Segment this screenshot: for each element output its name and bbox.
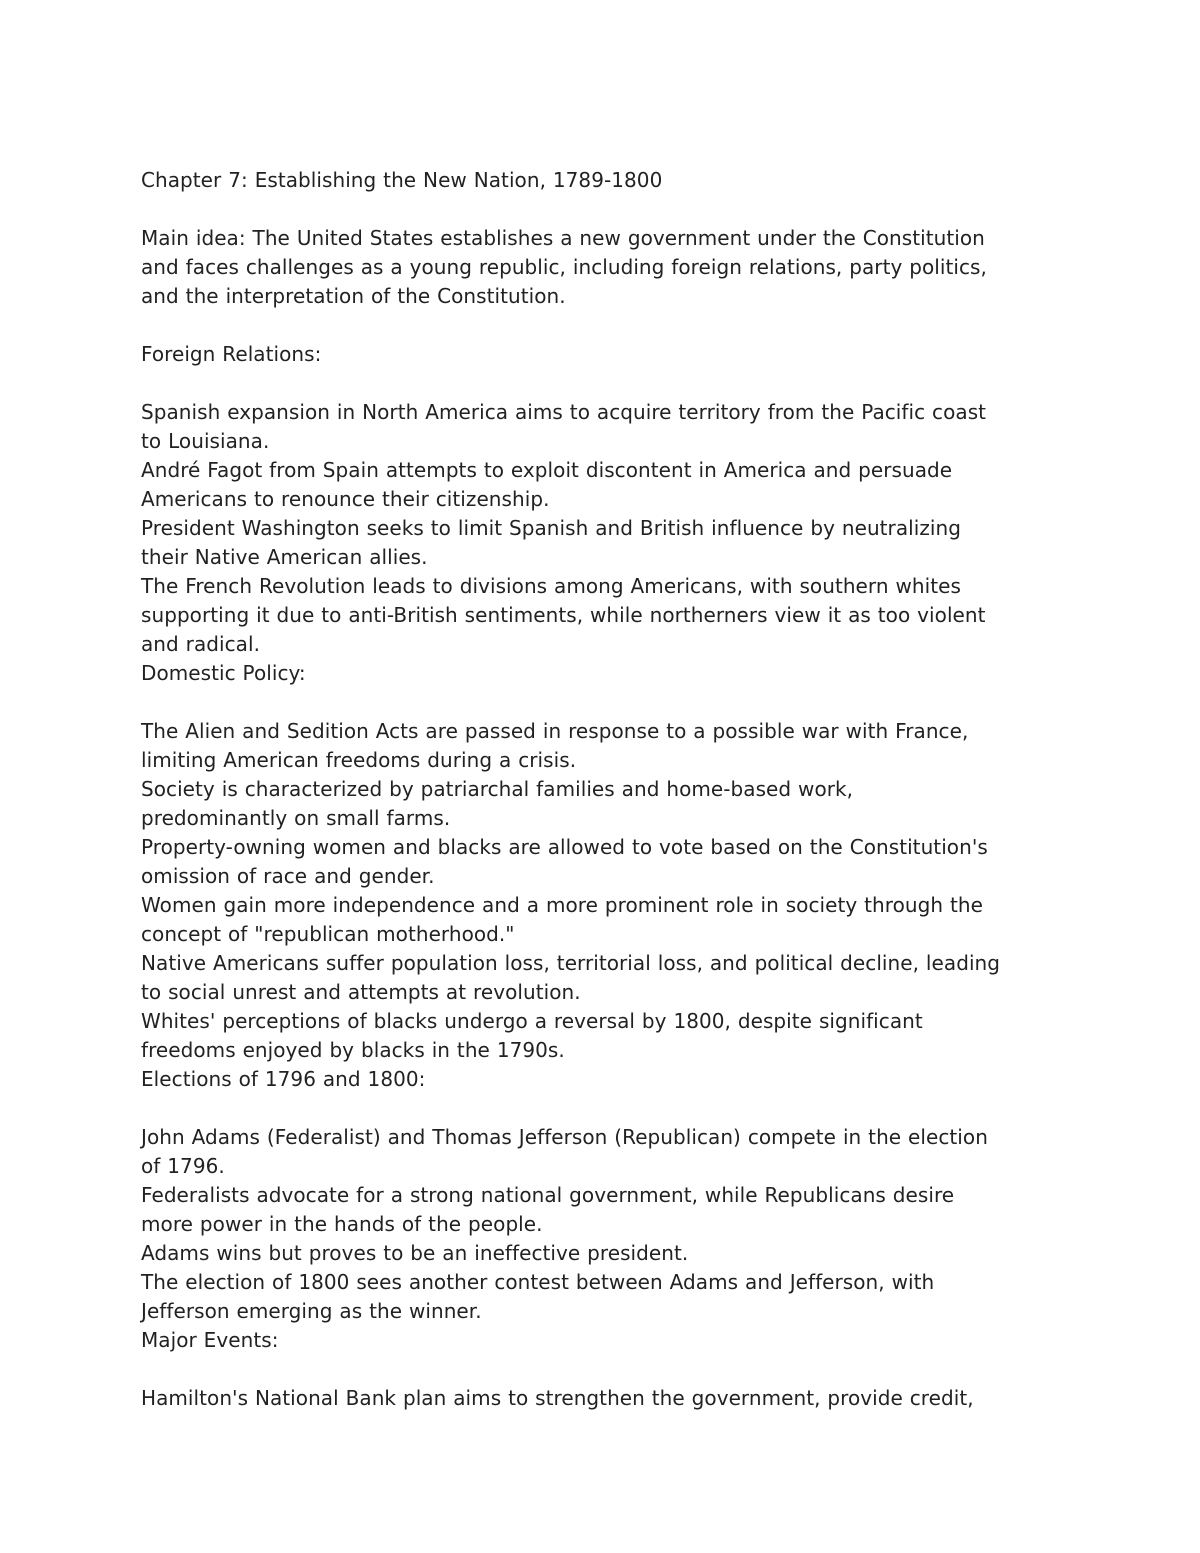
paragraph-line: concept of "republican motherhood." <box>141 922 515 946</box>
main-idea-line: Main idea: The United States establishes a new government under the Constitution <box>141 226 985 250</box>
paragraph-line: Americans to renounce their citizenship. <box>141 487 550 511</box>
blank-line <box>141 369 1071 398</box>
paragraph-line: freedoms enjoyed by blacks in the 1790s. <box>141 1038 565 1062</box>
paragraph-line: Spanish expansion in North America aims to acquire territory from the Pacific coast <box>141 400 987 424</box>
paragraph-line: John Adams (Federalist) and Thomas Jefferson (Republican) compete in the election <box>141 1125 988 1149</box>
section-heading-elections: Elections of 1796 and 1800: <box>141 1067 426 1091</box>
paragraph-line: The Alien and Sedition Acts are passed in response to a possible war with France, <box>141 719 969 743</box>
paragraph-line: omission of race and gender. <box>141 864 435 888</box>
paragraph-line: Federalists advocate for a strong national government, while Republicans desire <box>141 1183 955 1207</box>
paragraph-line: to social unrest and attempts at revolution. <box>141 980 581 1004</box>
document-body <box>141 166 1071 1413</box>
paragraph-line: The election of 1800 sees another contest between Adams and Jefferson, with <box>141 1270 935 1294</box>
paragraph-line: of 1796. <box>141 1154 225 1178</box>
blank-line <box>141 195 1071 224</box>
paragraph-line: more power in the hands of the people. <box>141 1212 543 1236</box>
blank-line <box>141 1094 1071 1123</box>
section-heading-foreign-relations: Foreign Relations: <box>141 342 322 366</box>
blank-line <box>141 1355 1071 1384</box>
section-heading-domestic-policy: Domestic Policy: <box>141 661 306 685</box>
section-heading-major-events: Major Events: <box>141 1328 279 1352</box>
paragraph-line: Property-owning women and blacks are allowed to vote based on the Constitution's <box>141 835 988 859</box>
paragraph-line: President Washington seeks to limit Spanish and British influence by neutralizing <box>141 516 961 540</box>
main-idea-line: and the interpretation of the Constitution. <box>141 284 566 308</box>
paragraph-line: Hamilton's National Bank plan aims to strengthen the government, provide credit, <box>141 1386 974 1410</box>
paragraph-line: Adams wins but proves to be an ineffective president. <box>141 1241 689 1265</box>
chapter-title: Chapter 7: Establishing the New Nation, 1789-1800 <box>141 168 663 192</box>
paragraph-line: André Fagot from Spain attempts to exploit discontent in America and persuade <box>141 458 953 482</box>
paragraph-line: to Louisiana. <box>141 429 270 453</box>
paragraph-line: The French Revolution leads to divisions among Americans, with southern whites <box>141 574 961 598</box>
paragraph-line: Whites' perceptions of blacks undergo a reversal by 1800, despite significant <box>141 1009 923 1033</box>
paragraph-line: Society is characterized by patriarchal families and home-based work, <box>141 777 854 801</box>
paragraph-line: Jefferson emerging as the winner. <box>141 1299 482 1323</box>
paragraph-line: their Native American allies. <box>141 545 428 569</box>
blank-line <box>141 311 1071 340</box>
paragraph-line: Women gain more independence and a more prominent role in society through the <box>141 893 983 917</box>
paragraph-line: supporting it due to anti-British sentiments, while northerners view it as too violent <box>141 603 986 627</box>
paragraph-line: Native Americans suffer population loss, territorial loss, and political decline, leading <box>141 951 1001 975</box>
paragraph-line: predominantly on small farms. <box>141 806 451 830</box>
main-idea-line: and faces challenges as a young republic, including foreign relations, party politics, <box>141 255 987 279</box>
paragraph-line: and radical. <box>141 632 260 656</box>
paragraph-line: limiting American freedoms during a crisis. <box>141 748 577 772</box>
blank-line <box>141 688 1071 717</box>
